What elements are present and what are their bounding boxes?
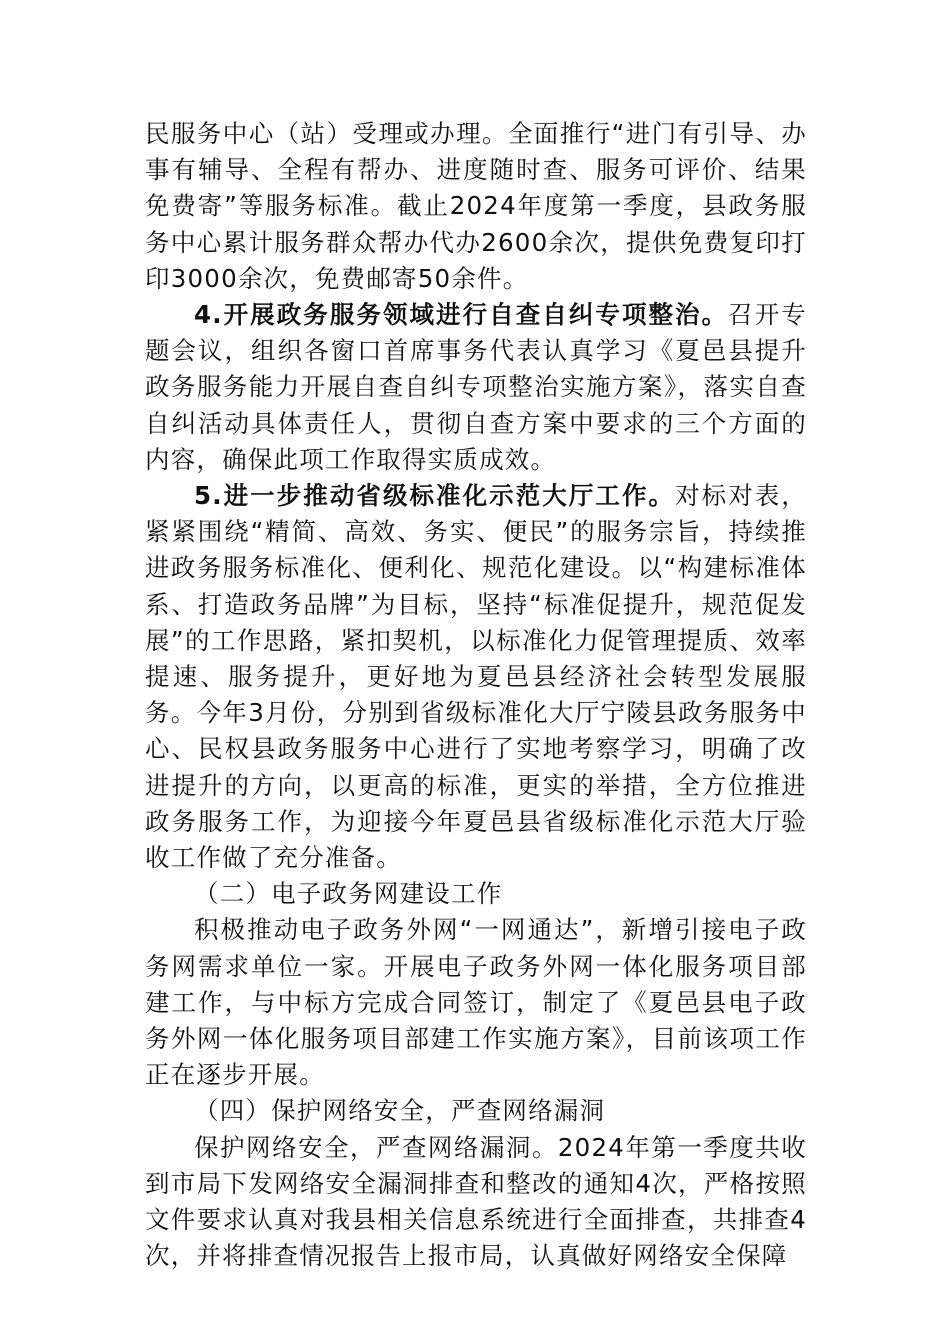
document-body	[145, 116, 807, 1275]
paragraph-self-inspection	[145, 297, 807, 478]
paragraph-text: 保护网络安全，严查网络漏洞。2024年第一季度共收到市局下发网络安全漏洞排查和整改的通知4次，严格按照文件要求认真对我县相关信息系统进行全面排查，共排查4次，并将排查情况报告上报市局，认真做好网络安全保障	[145, 1132, 807, 1271]
section-heading-network-security	[145, 1093, 807, 1129]
paragraph-text: 召开专题会议，组织各窗口首席事务代表认真学习《夏邑县提升政务服务能力开展自查自纠专项整治实施方案》，落实自查自纠活动具体责任人，贯彻自查方案中要求的三个方面的内容，确保此项工作取得实质成效。	[145, 300, 807, 474]
paragraph-text: 积极推动电子政务外网“一网通达”，新增引接电子政务网需求单位一家。开展电子政务外网一体化服务项目部建工作，与中标方完成合同签订，制定了《夏邑县电子政务外网一体化服务项目部建工作实施方案》，目前该项工作正在逐步开展。	[145, 915, 807, 1090]
paragraph-heading: 4.开展政务服务领域进行自查自纠专项整治。	[194, 300, 729, 330]
paragraph-standard-hall	[145, 478, 807, 876]
section-heading-text: （二）电子政务网建设工作	[194, 879, 503, 909]
paragraph-e-government	[145, 912, 807, 1093]
section-heading-text: （四）保护网络安全，严查网络漏洞	[194, 1096, 606, 1126]
paragraph-heading: 5.进一步推动省级标准化示范大厅工作。	[194, 481, 676, 511]
paragraph-service-standards	[145, 116, 807, 297]
paragraph-text: 民服务中心（站）受理或办理。全面推行“进门有引导、办事有辅导、全程有帮办、进度随时查、服务可评价、结果免费寄”等服务标准。截止2024年度第一季度，县政务服务中心累计服务群众帮办代办2600余次，提供免费复印打印3000余次，免费邮寄50余件。	[145, 119, 807, 293]
section-heading-e-government	[145, 876, 807, 912]
paragraph-network-security	[145, 1130, 807, 1275]
paragraph-text: 对标对表，紧紧围绕“精简、高效、务实、便民”的服务宗旨，持续推进政务服务标准化、便利化、规范化建设。以“构建标准体系、打造政务品牌”为目标，坚持“标准促提升，规范促发展”的工作思路，紧扣契机，以标准化力促管理提质、效率提速、服务提升，更好地为夏邑县经济社会转型发展服务。今年3月份，分别到省级标准化大厅宁陵县政务服务中心、民权县政务服务中心进行了实地考察学习，明确了改进提升的方向，以更高的标准，更实的举措，全方位推进政务服务工作，为迎接今年夏邑县省级标准化示范大厅验收工作做了充分准备。	[145, 481, 808, 873]
